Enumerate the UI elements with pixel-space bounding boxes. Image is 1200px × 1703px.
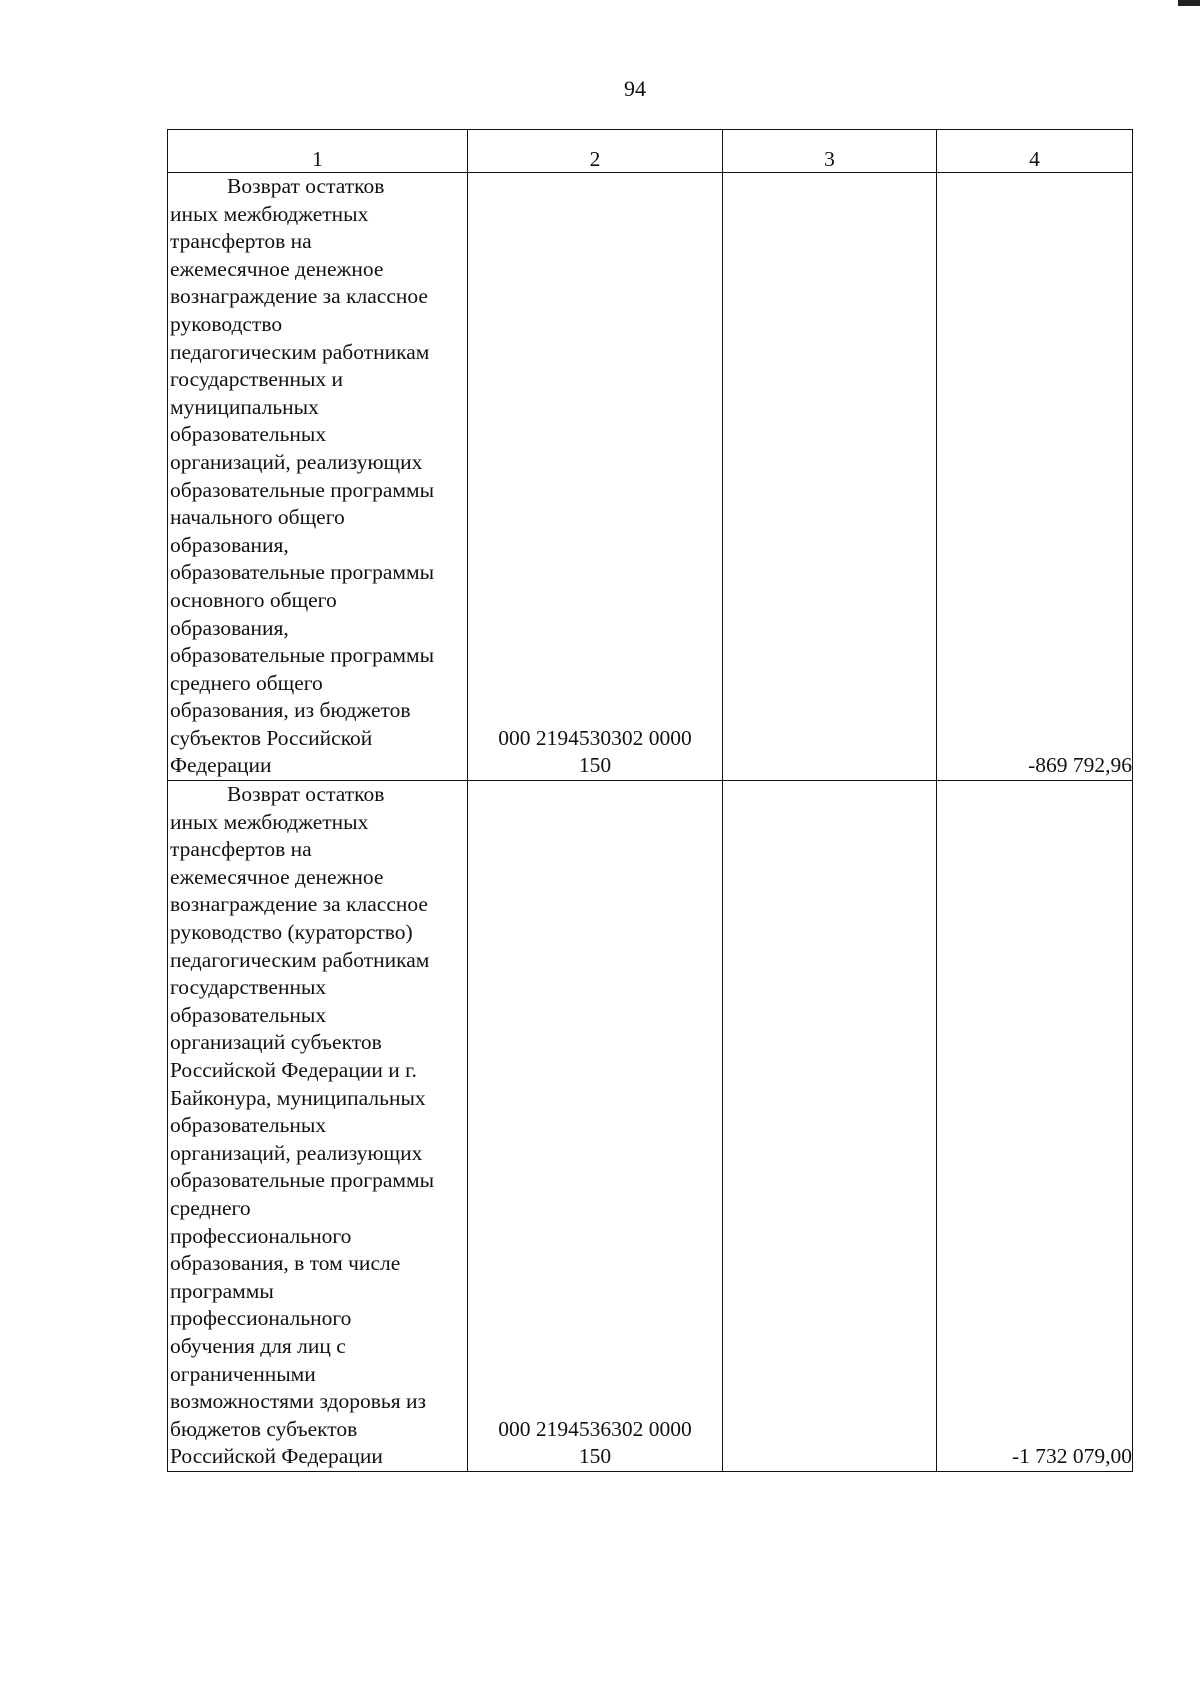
header-cell-2: 2 bbox=[468, 130, 723, 173]
description-line: ежемесячное денежное bbox=[170, 864, 384, 889]
description-line: возможностями здоровья из bbox=[170, 1389, 426, 1414]
description-line: среднего общего bbox=[170, 670, 323, 695]
code-line: 000 2194530302 0000 bbox=[498, 725, 692, 750]
description-line: педагогическим работникам bbox=[170, 339, 430, 364]
description-line: субъектов Российской bbox=[170, 725, 373, 750]
description-line: программы bbox=[170, 1278, 274, 1303]
column-3-cell bbox=[723, 173, 937, 781]
description-line: организаций субъектов bbox=[170, 1030, 382, 1055]
description-line: Возврат остатков bbox=[227, 782, 385, 807]
amount-cell: -869 792,96 bbox=[937, 173, 1133, 781]
description-line: профессионального bbox=[170, 1223, 352, 1248]
description-line: образовательные программы bbox=[170, 477, 435, 502]
header-cell-4: 4 bbox=[937, 130, 1133, 173]
description-line: трансфертов на bbox=[170, 837, 312, 862]
description-line: образования, bbox=[170, 615, 289, 640]
description-line: организаций, реализующих bbox=[170, 449, 423, 474]
page-number: 94 bbox=[624, 76, 646, 101]
description-line: руководство bbox=[170, 311, 283, 336]
description-line: образования, bbox=[170, 532, 289, 557]
description-line: педагогическим работникам bbox=[170, 947, 430, 972]
description-line: образования, в том числе bbox=[170, 1251, 401, 1276]
description-line: муниципальных bbox=[170, 394, 319, 419]
table-row bbox=[168, 781, 1133, 1472]
description-line: государственных bbox=[170, 975, 327, 1000]
description-cell bbox=[168, 781, 468, 1472]
header-cell-3: 3 bbox=[723, 130, 937, 173]
description-line: трансфертов на bbox=[170, 229, 312, 254]
description-line: Федерации bbox=[170, 753, 272, 778]
description-line: организаций, реализующих bbox=[170, 1140, 423, 1165]
description-line: бюджетов субъектов bbox=[170, 1416, 358, 1441]
code-line: 150 bbox=[578, 1444, 612, 1469]
description-line: образовательных bbox=[170, 422, 327, 447]
description-line: профессионального bbox=[170, 1306, 352, 1331]
description-line: образовательные программы bbox=[170, 643, 435, 668]
table-row bbox=[168, 173, 1133, 781]
header-cell-1: 1 bbox=[168, 130, 468, 173]
description-cell bbox=[168, 173, 468, 781]
description-line: Российской Федерации bbox=[170, 1444, 383, 1469]
code-line: 150 bbox=[578, 753, 612, 778]
description-line: образовательных bbox=[170, 1002, 327, 1027]
description-line: государственных и bbox=[170, 367, 344, 392]
description-line: иных межбюджетных bbox=[170, 809, 369, 834]
description-line: образовательных bbox=[170, 1113, 327, 1138]
description-line: руководство (кураторство) bbox=[170, 920, 413, 945]
description-line: образовательные программы bbox=[170, 1168, 435, 1193]
description-line: образования, из бюджетов bbox=[170, 698, 411, 723]
code-cell bbox=[468, 173, 723, 781]
scan-edge-mark bbox=[1178, 0, 1200, 6]
code-cell bbox=[468, 781, 723, 1472]
description-line: образовательные программы bbox=[170, 560, 435, 585]
amount-cell: -1 732 079,00 bbox=[937, 781, 1133, 1472]
description-line: среднего bbox=[170, 1195, 251, 1220]
table-header-row bbox=[168, 130, 1133, 173]
description-line: вознаграждение за классное bbox=[170, 284, 428, 309]
description-line: иных межбюджетных bbox=[170, 201, 369, 226]
description-line: вознаграждение за классное bbox=[170, 892, 428, 917]
description-line: Байконура, муниципальных bbox=[170, 1085, 426, 1110]
description-line: начального общего bbox=[170, 505, 345, 530]
description-line: ежемесячное денежное bbox=[170, 256, 384, 281]
description-line: ограниченными bbox=[170, 1361, 316, 1386]
column-3-cell bbox=[723, 781, 937, 1472]
code-line: 000 2194536302 0000 bbox=[498, 1416, 692, 1441]
budget-table bbox=[167, 129, 1133, 1472]
description-line: обучения для лиц с bbox=[170, 1333, 346, 1358]
description-line: основного общего bbox=[170, 587, 337, 612]
description-line: Российской Федерации и г. bbox=[170, 1058, 417, 1082]
description-line: Возврат остатков bbox=[227, 174, 385, 198]
